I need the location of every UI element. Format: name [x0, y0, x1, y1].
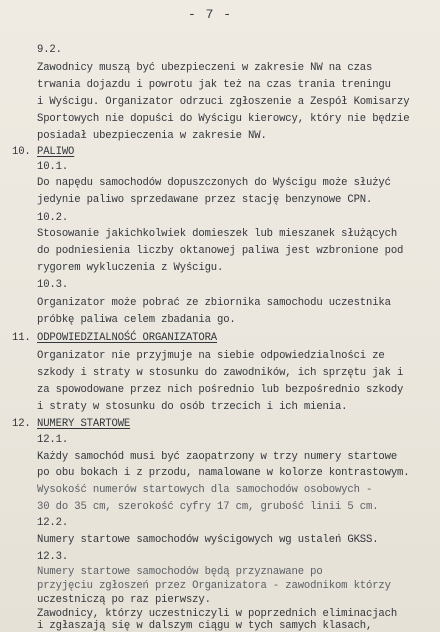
text-line: rygorem wykluczenia z Wyścigu.	[37, 262, 224, 274]
text-line: Każdy samochód musi być zaopatrzony w trzy numery startowe	[37, 451, 398, 463]
subsection-number: 9.2.	[37, 44, 62, 56]
text-line: do podniesienia liczby oktanowej paliwa jest wzbronione pod	[37, 245, 404, 257]
text-line: trwania dojazdu i powrotu jak też na czas trania treningu	[37, 79, 391, 91]
text-line: Do napędu samochodów dopuszczonych do Wyścigu może służyć	[37, 177, 391, 189]
text-line: za spowodowane przez nich pośrednio lub bezpośrednio szkody	[37, 384, 404, 396]
text-line: i straty w stosunku do osób trzecich i ich mienia.	[37, 401, 348, 413]
text-line: Numery startowe samochodów wyścigowych wg ustaleń GKSS.	[37, 534, 379, 546]
section-number: 10.	[12, 146, 31, 158]
page-number: - 7 -	[188, 7, 233, 22]
text-line: próbkę paliwa celem zbadania go.	[37, 314, 236, 326]
section-heading: PALIWO	[37, 146, 75, 158]
section-heading: ODPOWIEDZIALNOŚĆ ORGANIZATORA	[37, 332, 218, 344]
text-line: Numery startowe samochodów będą przyznawane po	[37, 566, 323, 578]
text-line: i Wyścigu. Organizator odrzuci zgłoszenie a Zespół Komisarzy	[37, 96, 410, 108]
text-line: posiadał ubezpieczenia w zakresie NW.	[37, 130, 267, 142]
text-line: po obu bokach i z przodu, namalowane w kolorze kontrastowym.	[37, 467, 410, 479]
text-line: jedynie paliwo sprzedawane przez stację benzynowe CPN.	[37, 194, 373, 206]
subsection-number: 12.2.	[37, 517, 69, 529]
text-line: i zgłaszają się w dalszym ciągu w tych samych klasach,	[37, 620, 373, 632]
text-line: Zawodnicy muszą być ubezpieczeni w zakresie NW na czas	[37, 62, 373, 74]
text-line: Wysokość numerów startowych dla samochodów osobowych -	[37, 484, 373, 496]
text-line: Stosowanie jakichkolwiek domieszek lub mieszanek służących	[37, 228, 398, 240]
text-line: przyjęciu zgłoszeń przez Organizatora - zawodnikom którzy	[37, 580, 391, 592]
subsection-number: 12.1.	[37, 434, 69, 446]
subsection-number: 10.2.	[37, 212, 69, 224]
text-line: Organizator może pobrać ze zbiornika samochodu uczestnika	[37, 297, 391, 309]
text-line: Zawodnicy, którzy uczestniczyli w poprzednich eliminacjach	[37, 608, 398, 620]
subsection-number: 10.3.	[37, 279, 69, 291]
text-line: uczestniczą po raz pierwszy.	[37, 594, 211, 606]
text-line: Organizator nie przyjmuje na siebie odpowiedzialności ze	[37, 350, 385, 362]
text-line: 30 do 35 cm, szerokość cyfry 17 cm, grubość linii 5 cm.	[37, 501, 379, 513]
subsection-number: 10.1.	[37, 161, 69, 173]
section-number: 12.	[12, 418, 31, 430]
section-heading: NUMERY STARTOWE	[37, 418, 131, 430]
text-line: Sportowych nie dopuści do Wyścigu kierowcy, który nie będzie	[37, 113, 410, 125]
text-line: szkody i straty w stosunku do zawodników, ich sprzętu jak i	[37, 367, 404, 379]
section-number: 11.	[12, 332, 31, 344]
subsection-number: 12.3.	[37, 551, 69, 563]
